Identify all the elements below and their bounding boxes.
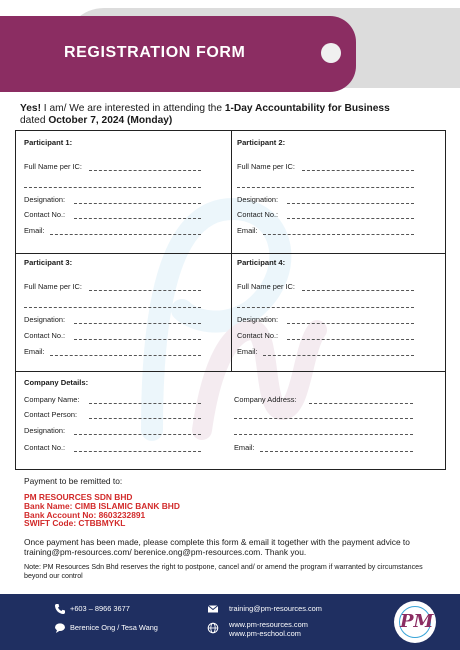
- p1-designation-field[interactable]: [74, 203, 201, 204]
- p1-name-label: Full Name per IC:: [24, 162, 82, 171]
- page-title: REGISTRATION FORM: [64, 44, 246, 61]
- intro-dated: dated: [20, 115, 49, 126]
- company-name-field[interactable]: [89, 403, 201, 404]
- p2-name-field-2[interactable]: [237, 187, 414, 188]
- company-contact-field[interactable]: [74, 451, 201, 452]
- p4-email-field[interactable]: [263, 355, 414, 356]
- p3-name-field[interactable]: [89, 290, 201, 291]
- course-date: October 7, 2024 (Monday): [48, 115, 173, 126]
- p2-contact-label: Contact No.:: [237, 210, 279, 219]
- p2-email-label: Email:: [237, 226, 258, 235]
- swift-code: SWIFT Code: CTBBMYKL: [24, 518, 126, 529]
- p2-name-field[interactable]: [302, 170, 414, 171]
- p3-contact-field[interactable]: [74, 339, 201, 340]
- company-email-label: Email:: [234, 443, 255, 452]
- bank-name: Bank Name: CIMB ISLAMIC BANK BHD: [24, 500, 180, 511]
- p1-designation-label: Designation:: [24, 195, 66, 204]
- footer-contacts: Berenice Ong / Tesa Wang: [70, 623, 158, 632]
- chat-icon: [54, 622, 66, 634]
- bank-details: [24, 493, 180, 528]
- logo-text: PM: [400, 611, 434, 632]
- p1-contact-field[interactable]: [74, 218, 201, 219]
- p1-email-field[interactable]: [50, 234, 201, 235]
- p2-contact-field[interactable]: [287, 218, 414, 219]
- footer-phone[interactable]: +603 – 8966 3677: [70, 604, 130, 613]
- p2-email-field[interactable]: [263, 234, 414, 235]
- title-banner: [0, 16, 356, 92]
- website-pm-resources[interactable]: www.pm-resources.com: [229, 620, 308, 629]
- company-details-title: Company Details:: [24, 378, 89, 387]
- p4-name-field[interactable]: [302, 290, 414, 291]
- p4-name-label: Full Name per IC:: [237, 282, 295, 291]
- participant-4-title: Participant 4:: [237, 258, 286, 267]
- p1-name-field[interactable]: [89, 170, 201, 171]
- footer-email[interactable]: training@pm-resources.com: [229, 604, 322, 613]
- p3-name-field-2[interactable]: [24, 307, 201, 308]
- p4-designation-field[interactable]: [287, 323, 414, 324]
- p2-name-label: Full Name per IC:: [237, 162, 295, 171]
- footer-websites: [229, 621, 308, 638]
- p3-designation-field[interactable]: [74, 323, 201, 324]
- p2-designation-label: Designation:: [237, 195, 279, 204]
- company-designation-label: Designation:: [24, 426, 66, 435]
- bank-account-name: PM RESOURCES SDN BHD: [24, 492, 133, 502]
- company-address-field-2[interactable]: [234, 418, 413, 419]
- company-name-label: Company Name:: [24, 395, 80, 404]
- company-address-field-3[interactable]: [234, 434, 413, 435]
- bank-account-number: Bank Account No: 8603232891: [24, 509, 146, 520]
- p3-email-label: Email:: [24, 347, 45, 356]
- p2-designation-field[interactable]: [287, 203, 414, 204]
- p1-contact-label: Contact No.:: [24, 210, 66, 219]
- p4-contact-label: Contact No.:: [237, 331, 279, 340]
- p4-designation-label: Designation:: [237, 315, 279, 324]
- p4-name-field-2[interactable]: [237, 307, 414, 308]
- company-contact-label: Contact No.:: [24, 443, 66, 452]
- company-email-field[interactable]: [260, 451, 413, 452]
- p3-name-label: Full Name per IC:: [24, 282, 82, 291]
- row-divider-2: [15, 371, 446, 372]
- disclaimer-note: Note: PM Resources Sdn Bhd reserves the right to postpone, cancel and/ or amend the program if warranted by circumstances beyond our control: [24, 563, 423, 580]
- p3-designation-label: Designation:: [24, 315, 66, 324]
- company-address-field[interactable]: [309, 403, 413, 404]
- p1-name-field-2[interactable]: [24, 187, 201, 188]
- intro-yes: Yes!: [20, 103, 41, 114]
- p4-contact-field[interactable]: [287, 339, 414, 340]
- participant-1-title: Participant 1:: [24, 138, 73, 147]
- participant-3-title: Participant 3:: [24, 258, 73, 267]
- contact-person-label: Contact Person:: [24, 410, 77, 419]
- payment-instructions: Once payment has been made, please complete this form & email it together with the payment advice to training@pm-resources.com/ berenice.ong@pm-resources.com. Thank you.: [24, 537, 410, 557]
- company-address-label: Company Address:: [234, 395, 297, 404]
- email-icon: [207, 603, 219, 615]
- p3-contact-label: Contact No.:: [24, 331, 66, 340]
- contact-person-field[interactable]: [89, 418, 201, 419]
- column-divider: [231, 130, 232, 372]
- intro-statement: I am/ We are interested in attending the: [40, 103, 225, 114]
- course-name: 1-Day Accountability for Business: [224, 103, 390, 114]
- participant-2-title: Participant 2:: [237, 138, 286, 147]
- globe-icon: [207, 622, 219, 634]
- p1-email-label: Email:: [24, 226, 45, 235]
- intro-text: [20, 103, 440, 127]
- website-pm-eschool[interactable]: www.pm-eschool.com: [229, 628, 301, 638]
- pm-logo-icon: [394, 601, 436, 643]
- phone-icon: [54, 603, 66, 615]
- company-designation-field[interactable]: [74, 434, 201, 435]
- p4-email-label: Email:: [237, 347, 258, 356]
- banner-dot-icon: [321, 43, 341, 63]
- row-divider-1: [15, 253, 446, 254]
- payment-remit-text: Payment to be remitted to:: [24, 476, 123, 486]
- p3-email-field[interactable]: [50, 355, 201, 356]
